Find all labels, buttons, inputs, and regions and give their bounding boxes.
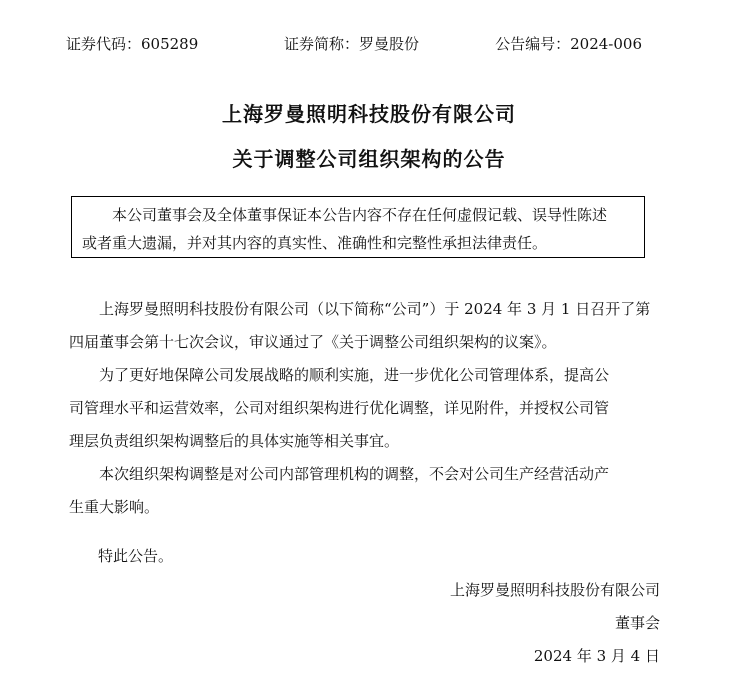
signature-company: 上海罗曼照明科技股份有限公司 [449,581,660,599]
signature-board: 董事会 [614,614,660,632]
closing-statement: 特此公告。 [98,547,174,565]
security-abbreviation: 证券简称：罗曼股份 [284,35,420,53]
announcement-number: 公告编号：2024-006 [495,35,642,53]
paragraph-3-line-1: 本次组织架构调整是对公司内部管理机构的调整，不会对公司生产经营活动产 [99,465,610,483]
paragraph-1-line-1: 上海罗曼照明科技股份有限公司（以下简称“公司”）于 2024 年 3 月 1 日召开了第 [99,300,651,318]
disclaimer-line-1: 本公司董事会及全体董事保证本公告内容不存在任何虚假记载、误导性陈述 [112,206,608,224]
paragraph-2-line-2: 司管理水平和运营效率，公司对组织架构进行优化调整，详见附件，并授权公司管 [69,399,610,417]
announcement-title: 关于调整公司组织架构的公告 [232,147,506,171]
document-header [66,33,666,55]
disclaimer-box [71,196,645,258]
company-title: 上海罗曼照明科技股份有限公司 [222,102,516,126]
paragraph-2-line-3: 理层负责组织架构调整后的具体实施等相关事宜。 [69,432,400,450]
security-code: 证券代码：605289 [66,35,199,53]
paragraph-1-line-2: 四届董事会第十七次会议，审议通过了《关于调整公司组织架构的议案》。 [69,333,557,351]
paragraph-2-line-1: 为了更好地保障公司发展战略的顺利实施，进一步优化公司管理体系，提高公 [99,366,610,384]
disclaimer-line-2: 或者重大遗漏，并对其内容的真实性、准确性和完整性承担法律责任。 [82,234,548,252]
signature-date: 2024 年 3 月 4 日 [533,647,660,665]
paragraph-3-line-2: 生重大影响。 [69,498,160,516]
announcement-body [69,293,659,524]
